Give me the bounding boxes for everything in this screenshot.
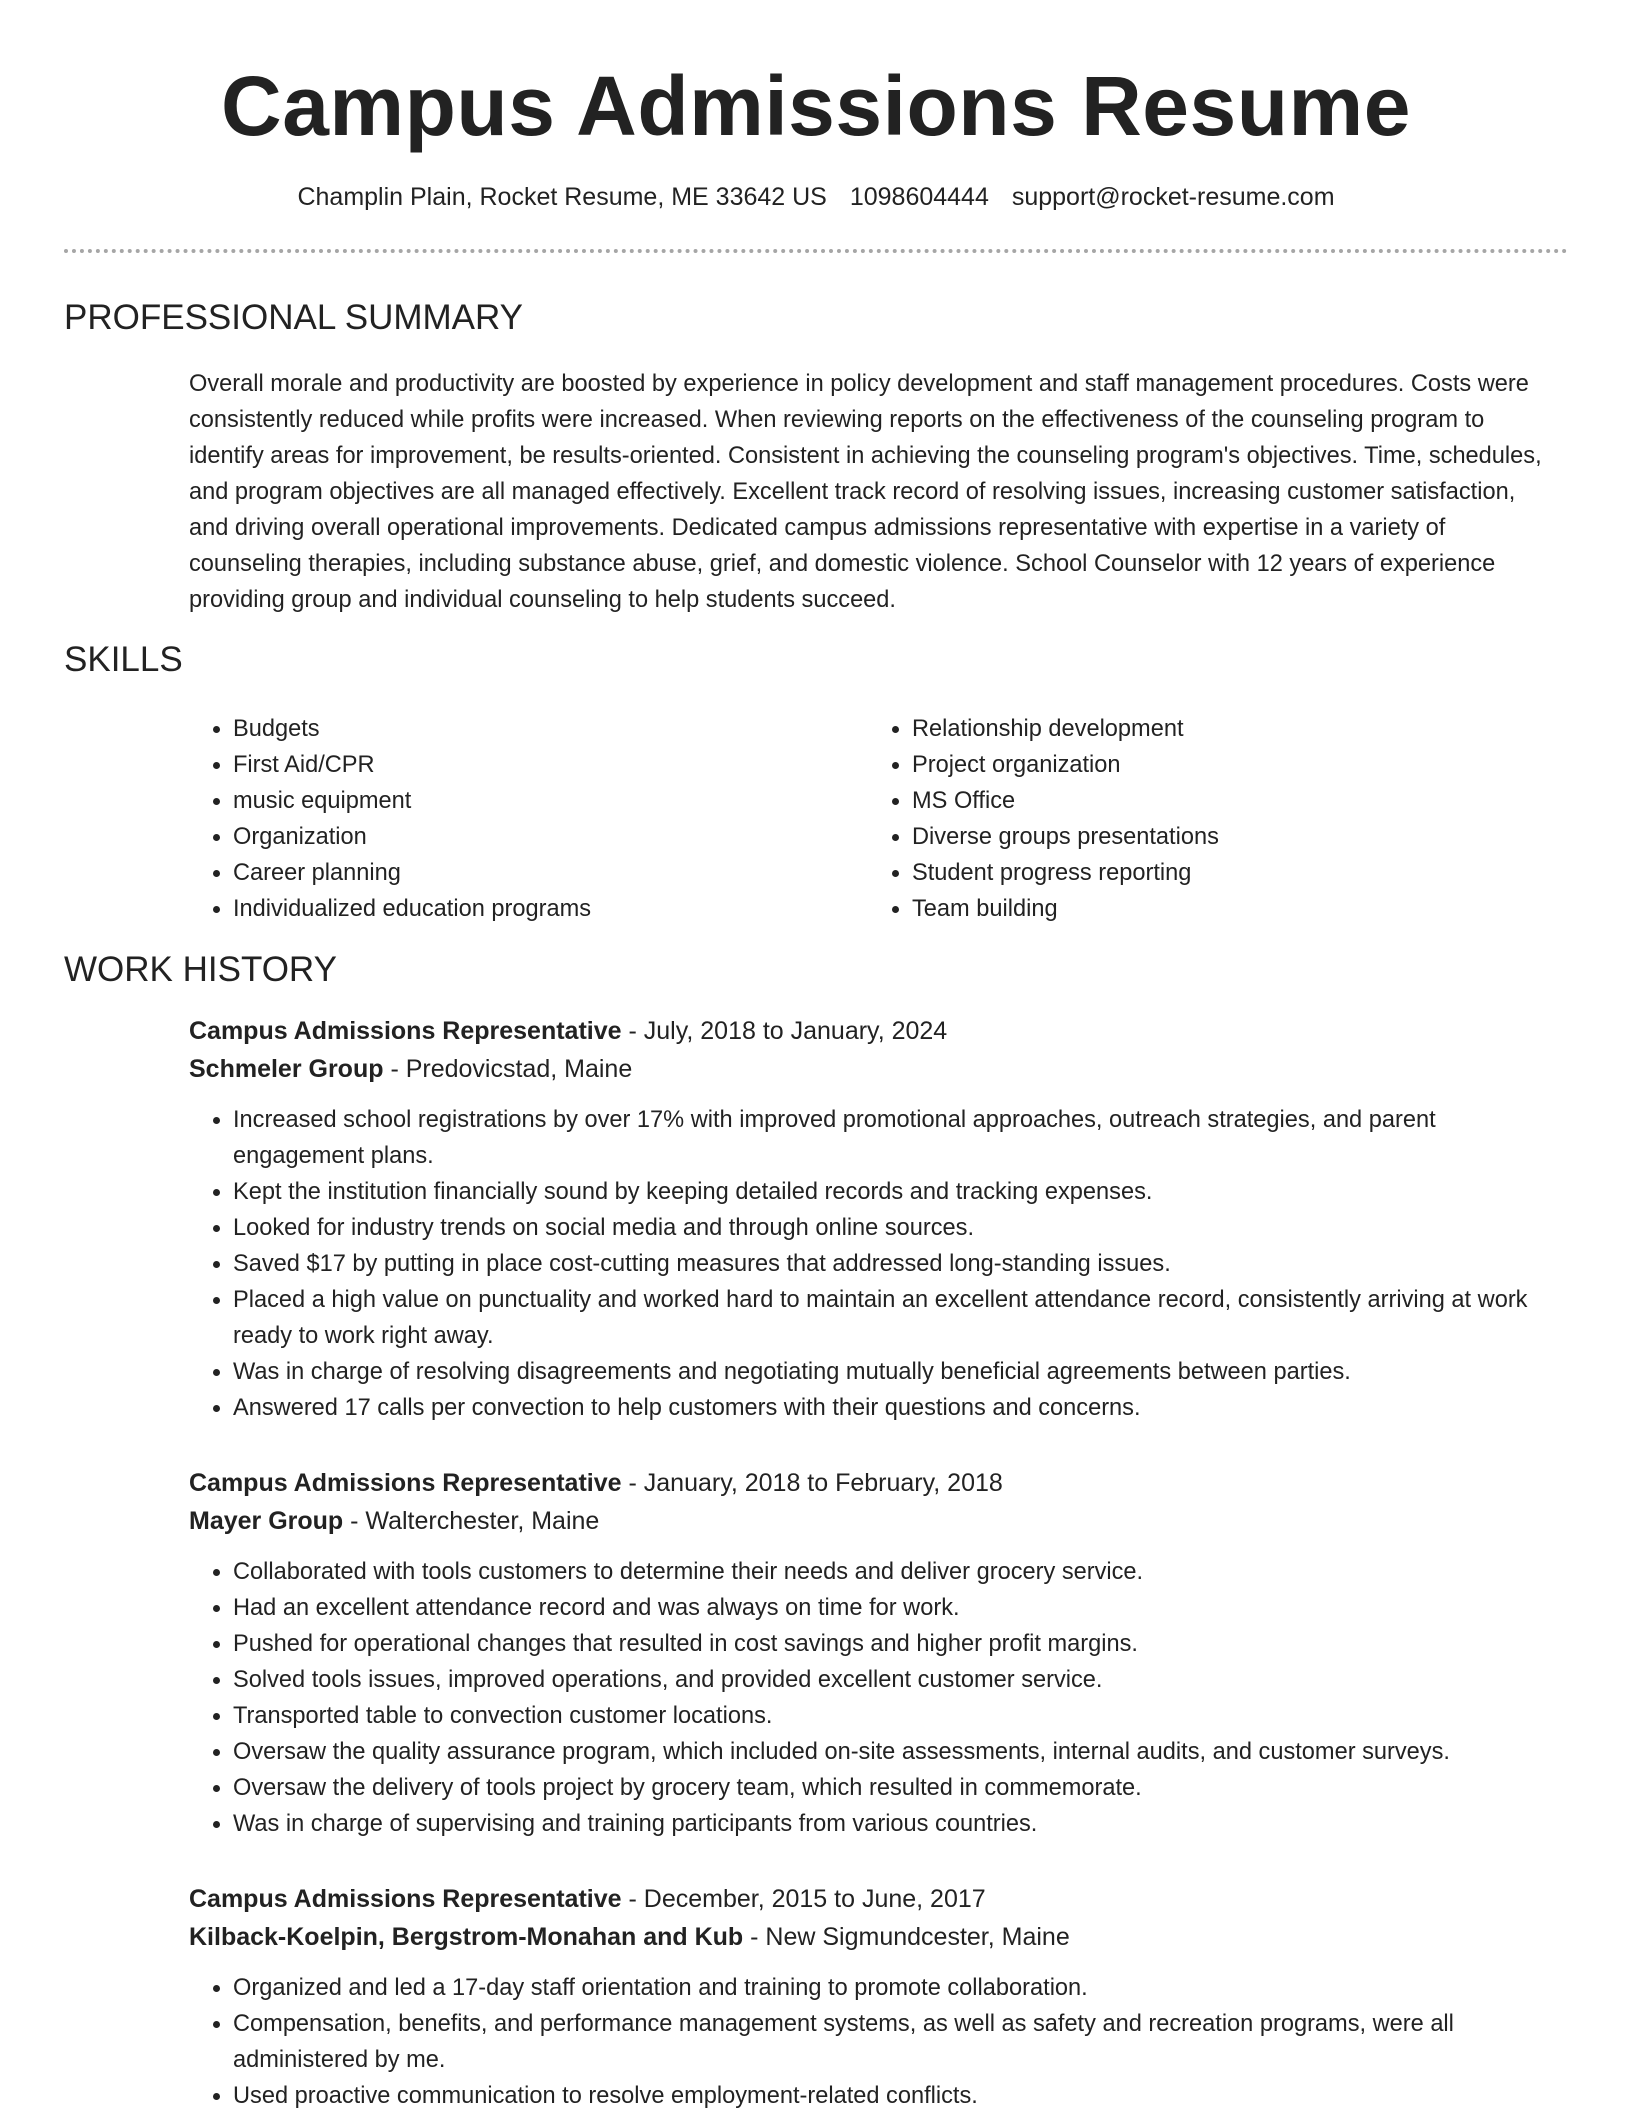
contact-email[interactable]: support@rocket-resume.com: [1011, 183, 1335, 211]
job-title: Campus Admissions Representative: [189, 1017, 622, 1045]
job-bullet: • Looked for industry trends on social media and through online sources.: [233, 1210, 1569, 1246]
job-title-line: [189, 1880, 1569, 1918]
job-bullet: • Saved $17 by putting in place cost-cutting measures that addressed long-standing issues.: [233, 1246, 1569, 1282]
job-company: Kilback-Koelpin, Bergstrom-Monahan and Kub: [189, 1923, 744, 1951]
job-company: Schmeler Group: [189, 1055, 384, 1083]
job-title-line: [189, 1012, 1569, 1050]
header-divider: [64, 249, 1568, 253]
job-company-line: [189, 1502, 1569, 1540]
skill-item: • Project organization: [912, 747, 1532, 783]
skill-item: • Organization: [233, 819, 853, 855]
job-bullet: • Organized and led a 17-day staff orientation and training to promote collaboration.: [233, 1970, 1569, 2006]
skill-item: • music equipment: [233, 783, 853, 819]
job-location: - Walterchester, Maine: [343, 1507, 600, 1535]
skill-item: • Diverse groups presentations: [912, 819, 1532, 855]
contact-address: Champlin Plain, Rocket Resume, ME 33642 US: [297, 183, 827, 211]
skills-heading: SKILLS: [64, 640, 183, 679]
job-bullet: • Used proactive communication to resolve employment-related conflicts.: [233, 2078, 1569, 2114]
skill-item: • Career planning: [233, 855, 853, 891]
job-title: Campus Admissions Representative: [189, 1885, 622, 1913]
skills-list-left: [189, 711, 853, 927]
job-bullet: • Was in charge of supervising and training participants from various countries.: [233, 1806, 1569, 1842]
skill-item: • Individualized education programs: [233, 891, 853, 927]
contact-line: [0, 180, 1632, 214]
job-entry: [189, 1880, 1569, 2114]
job-company-line: [189, 1918, 1569, 1956]
job-bullets: [189, 1554, 1569, 1842]
job-bullet: • Placed a high value on punctuality and worked hard to maintain an excellent attendance record, consistently arriving at work ready to work right away.: [233, 1282, 1569, 1354]
summary-heading: PROFESSIONAL SUMMARY: [64, 298, 523, 337]
job-bullet: • Collaborated with tools customers to determine their needs and deliver grocery service.: [233, 1554, 1569, 1590]
job-bullet: • Compensation, benefits, and performance management systems, as well as safety and recreation programs, were all administered by me.: [233, 2006, 1569, 2078]
skill-item: • First Aid/CPR: [233, 747, 853, 783]
skill-item: • Budgets: [233, 711, 853, 747]
job-dates: - December, 2015 to June, 2017: [621, 1885, 986, 1913]
skill-item: • Team building: [912, 891, 1532, 927]
job-bullet: • Oversaw the delivery of tools project by grocery team, which resulted in commemorate.: [233, 1770, 1569, 1806]
job-bullet: • Increased school registrations by over 17% with improved promotional approaches, outreach strategies, and parent engagement plans.: [233, 1102, 1569, 1174]
job-bullet: • Pushed for operational changes that resulted in cost savings and higher profit margins.: [233, 1626, 1569, 1662]
job-bullet: • Oversaw the quality assurance program, which included on-site assessments, internal audits, and customer surveys.: [233, 1734, 1569, 1770]
job-company-line: [189, 1050, 1569, 1088]
job-dates: - July, 2018 to January, 2024: [621, 1017, 948, 1045]
job-bullets: [189, 1970, 1569, 2114]
job-title: Campus Admissions Representative: [189, 1469, 622, 1497]
resume-title: Campus Admissions Resume: [221, 59, 1411, 153]
job-bullet: • Was in charge of resolving disagreements and negotiating mutually beneficial agreements between parties.: [233, 1354, 1569, 1390]
work-history-heading: WORK HISTORY: [64, 950, 337, 989]
skill-item: • MS Office: [912, 783, 1532, 819]
skills-list-right: [868, 711, 1532, 927]
job-bullets: [189, 1102, 1569, 1426]
job-title-line: [189, 1464, 1569, 1502]
job-company: Mayer Group: [189, 1507, 344, 1535]
job-bullet: • Kept the institution financially sound by keeping detailed records and tracking expenses.: [233, 1174, 1569, 1210]
contact-phone: 1098604444: [849, 183, 989, 211]
job-dates: - January, 2018 to February, 2018: [621, 1469, 1003, 1497]
job-bullet: • Solved tools issues, improved operations, and provided excellent customer service.: [233, 1662, 1569, 1698]
job-bullet: • Answered 17 calls per convection to help customers with their questions and concerns.: [233, 1390, 1569, 1426]
summary-text: Overall morale and productivity are boosted by experience in policy development and staff management procedures. Costs were consistently reduced while profits were increased. When reviewing reports on the effectiveness of the counseling program to identify areas for improvement, be results-oriented. Consistent in achieving the counseling program's objectives. Time, schedules, and program objectives are all managed effectively. Excellent track record of resolving issues, increasing customer satisfaction, and driving overall operational improvements. Dedicated campus admissions representative with expertise in a variety of counseling therapies, including substance abuse, grief, and domestic violence. School Counselor with 12 years of experience providing group and individual counseling to help students succeed.: [189, 371, 1542, 613]
job-entry: [189, 1012, 1569, 1426]
skill-item: • Student progress reporting: [912, 855, 1532, 891]
job-location: - Predovicstad, Maine: [383, 1055, 633, 1083]
job-bullet: • Had an excellent attendance record and was always on time for work.: [233, 1590, 1569, 1626]
job-entry: [189, 1464, 1569, 1842]
job-location: - New Sigmundcester, Maine: [743, 1923, 1070, 1951]
skill-item: • Relationship development: [912, 711, 1532, 747]
job-bullet: • Transported table to convection customer locations.: [233, 1698, 1569, 1734]
